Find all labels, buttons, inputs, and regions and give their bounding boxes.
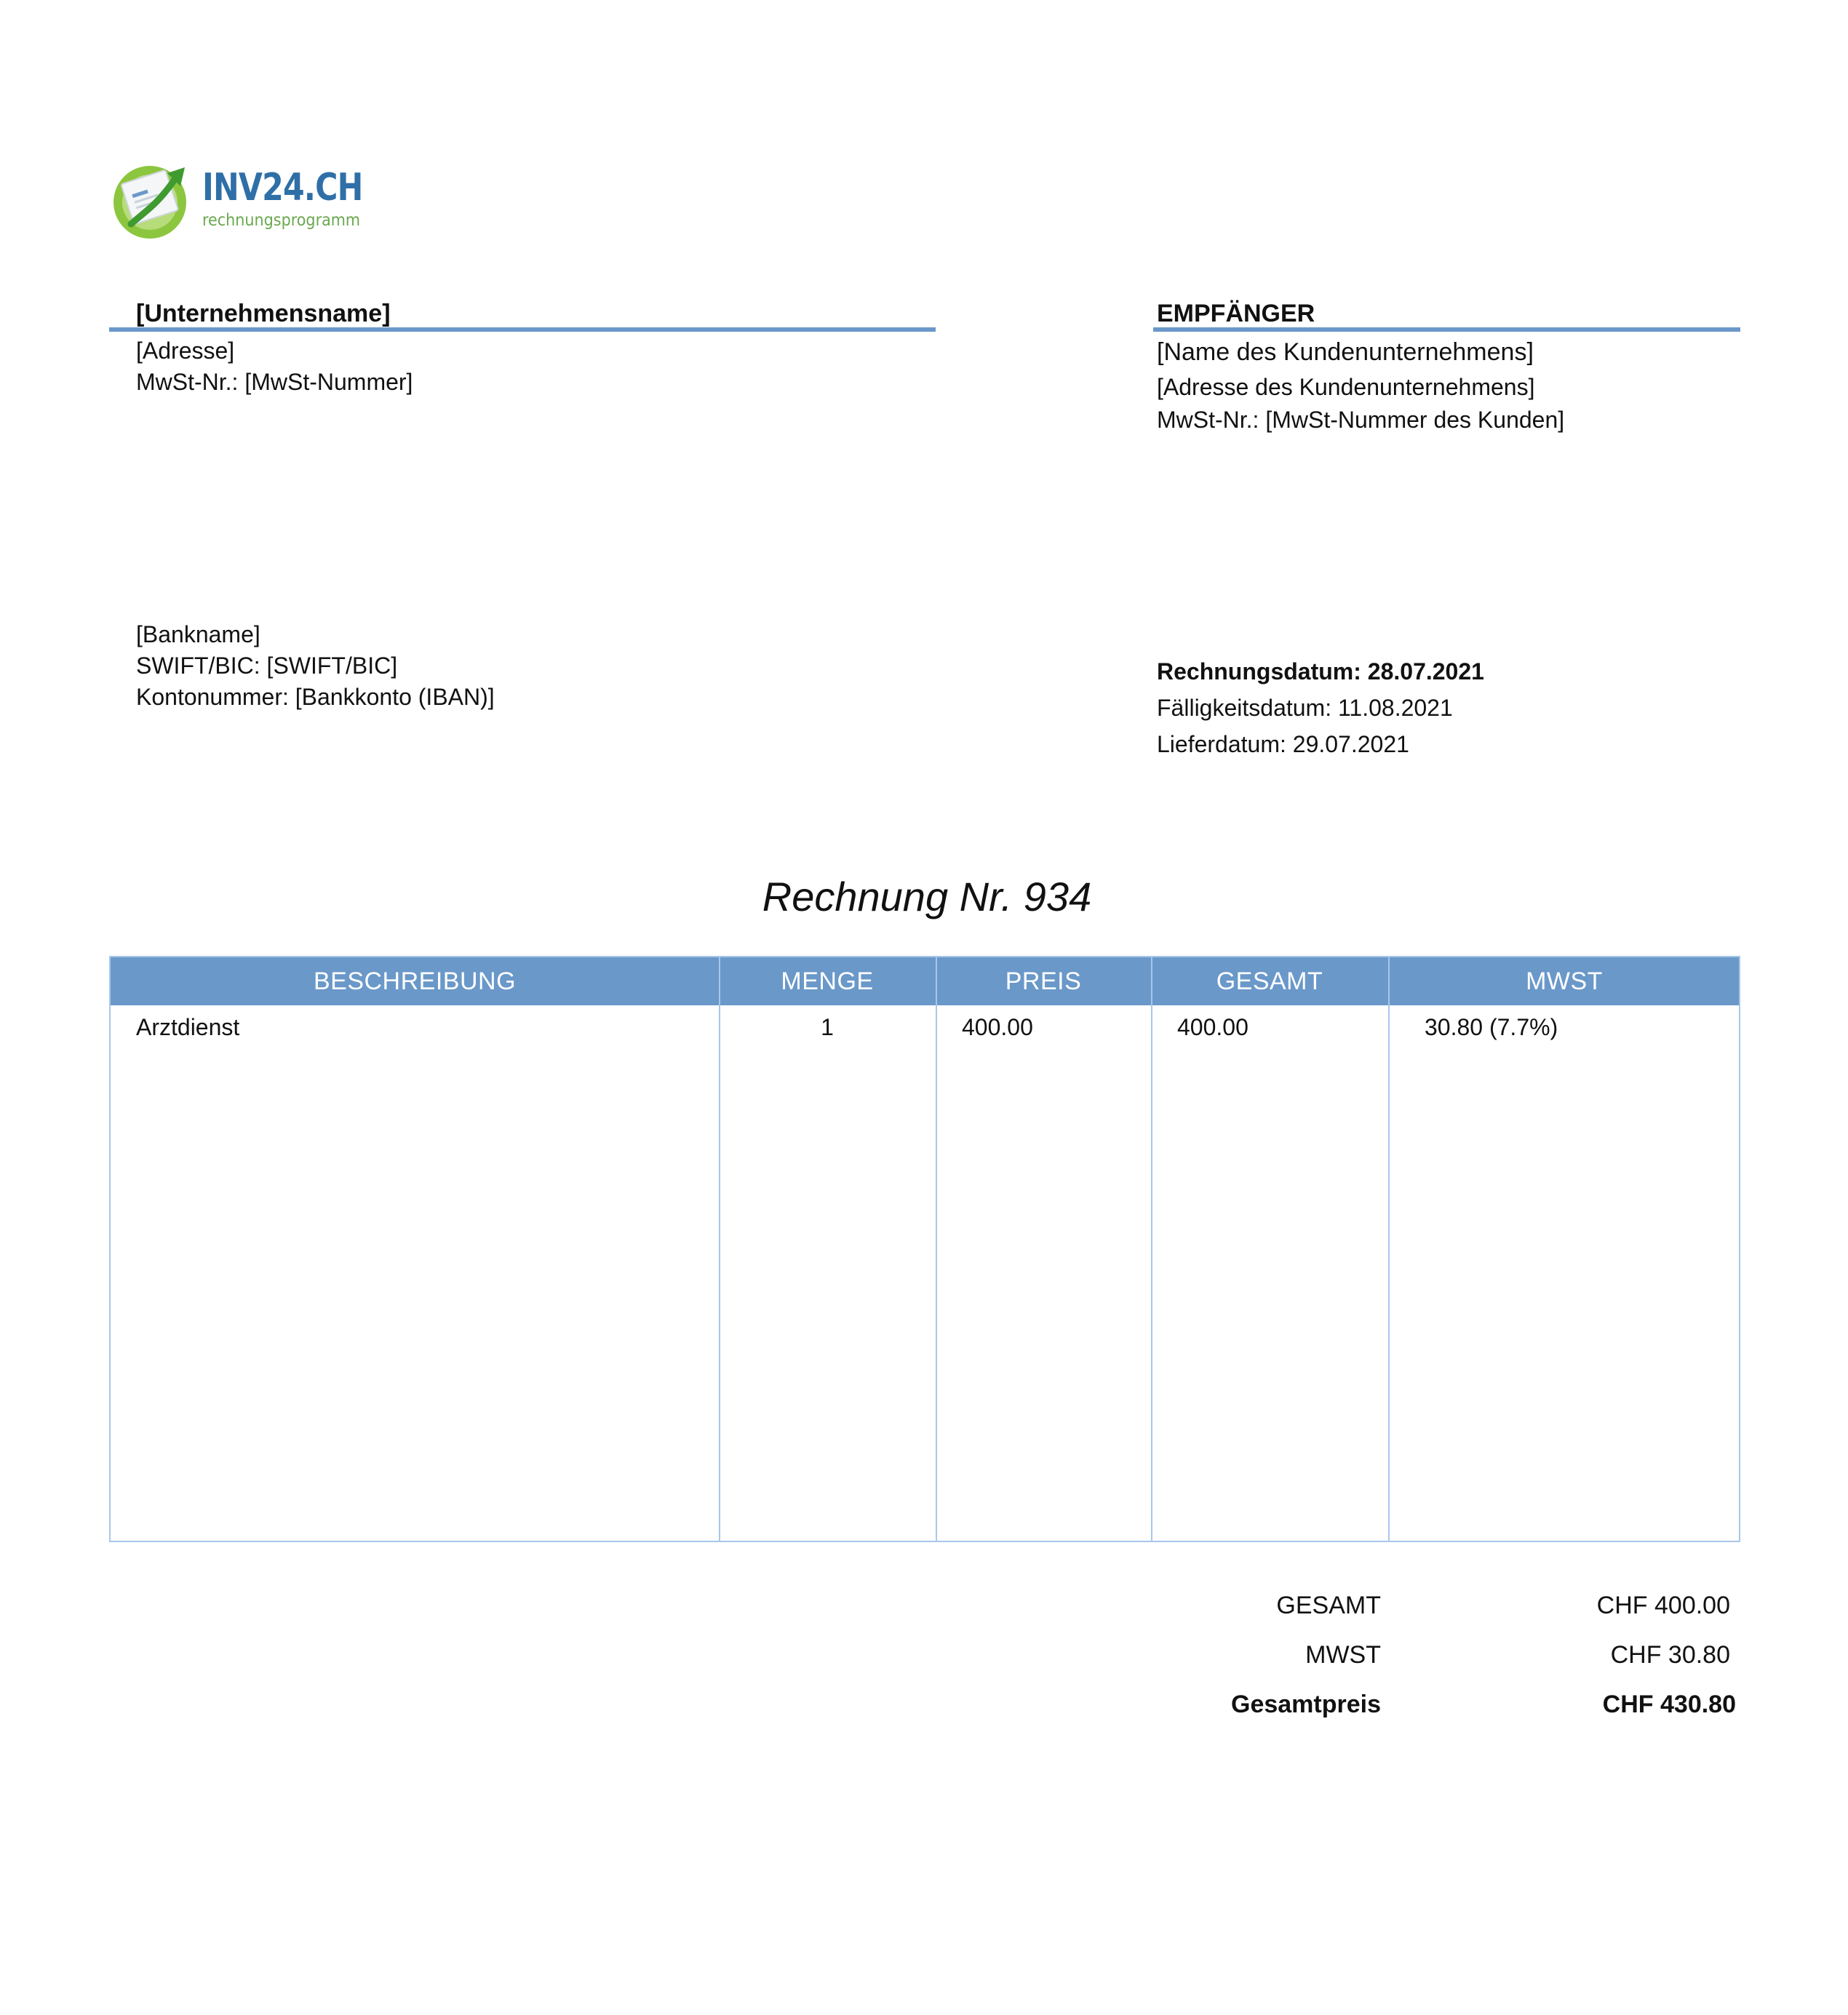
total-vat-label: MWST [1305, 1641, 1381, 1669]
logo-emblem-icon [109, 160, 196, 240]
row-description: Arztdienst [136, 1014, 240, 1040]
column-divider [719, 957, 720, 1541]
sender-divider [109, 327, 936, 332]
recipient-company: [Name des Kundenunternehmens] [1157, 338, 1534, 366]
header-description: BESCHREIBUNG [313, 967, 517, 995]
header-vat: MWST [1526, 967, 1603, 995]
delivery-date: Lieferdatum: 29.07.2021 [1157, 731, 1409, 757]
logo-name: INV24.CH [202, 166, 363, 210]
row-price: 400.00 [962, 1014, 1033, 1040]
total-vat-value: CHF 30.80 [1610, 1641, 1730, 1669]
column-divider [936, 957, 937, 1541]
recipient-divider [1153, 327, 1740, 332]
header-price: PREIS [1005, 967, 1082, 995]
total-gross-label: Gesamtpreis [1231, 1691, 1381, 1718]
total-net-value: CHF 400.00 [1596, 1592, 1730, 1619]
company-logo [109, 160, 363, 240]
recipient-vat: MwSt-Nr.: [MwSt-Nummer des Kunden] [1157, 407, 1565, 433]
invoice-date: Rechnungsdatum: 28.07.2021 [1157, 658, 1484, 685]
sender-vat: MwSt-Nr.: [MwSt-Nummer] [136, 369, 413, 395]
header-total: GESAMT [1216, 967, 1323, 995]
sender-company: [Unternehmensname] [136, 300, 391, 327]
bank-swift: SWIFT/BIC: [SWIFT/BIC] [136, 653, 398, 679]
recipient-heading: EMPFÄNGER [1157, 300, 1315, 327]
column-divider [1151, 957, 1152, 1541]
table-header [111, 957, 1739, 1005]
due-date: Fälligkeitsdatum: 11.08.2021 [1157, 695, 1453, 721]
invoice-title: Rechnung Nr. 934 [762, 874, 1092, 919]
total-net-label: GESAMT [1276, 1592, 1381, 1619]
row-vat: 30.80 (7.7%) [1425, 1014, 1558, 1040]
recipient-address: [Adresse des Kundenunternehmens] [1157, 374, 1535, 400]
row-total: 400.00 [1177, 1014, 1248, 1040]
items-table [109, 956, 1740, 1542]
sender-address: [Adresse] [136, 338, 235, 364]
bank-account: Kontonummer: [Bankkonto (IBAN)] [136, 684, 495, 710]
header-quantity: MENGE [781, 967, 874, 995]
column-divider [1388, 957, 1390, 1541]
row-quantity: 1 [821, 1014, 834, 1040]
bank-name: [Bankname] [136, 621, 260, 647]
total-gross-value: CHF 430.80 [1602, 1691, 1736, 1718]
logo-tagline: rechnungsprogramm [202, 211, 361, 230]
